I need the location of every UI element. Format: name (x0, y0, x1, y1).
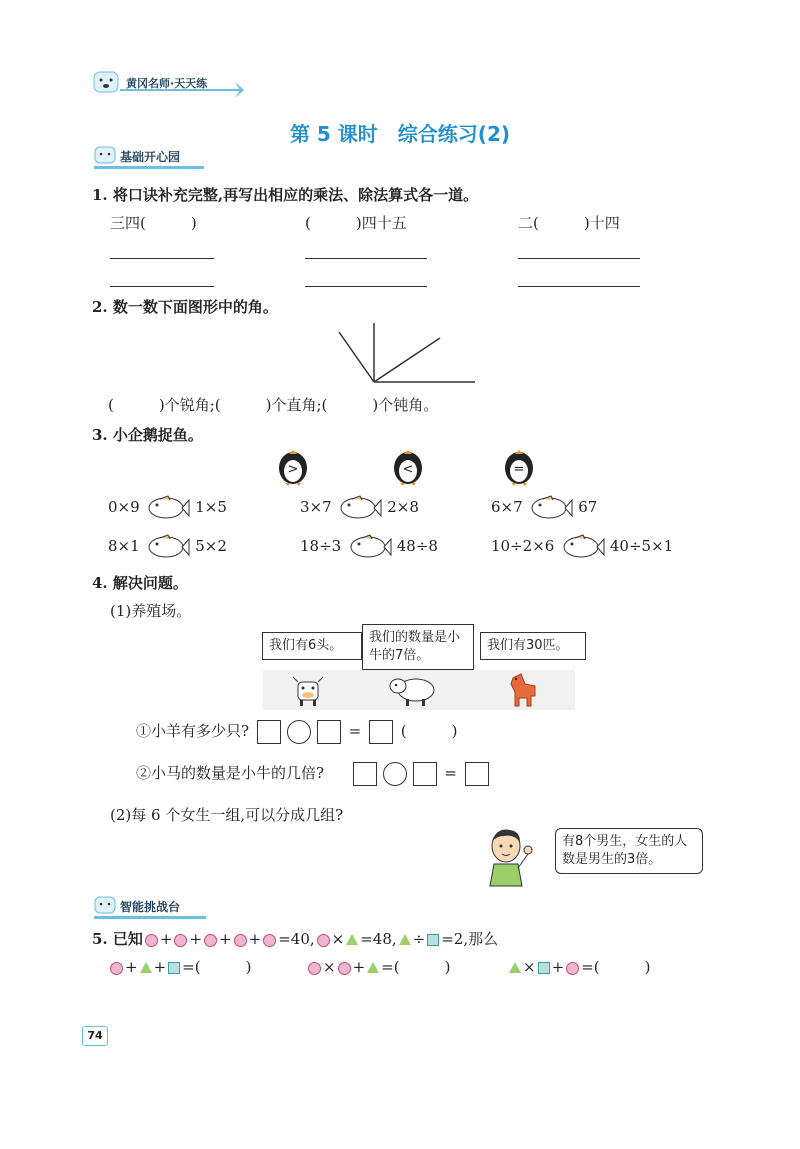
answer-box[interactable] (465, 762, 489, 786)
answer-box[interactable] (317, 720, 341, 744)
compare-right: 5×2 (195, 537, 227, 555)
operator-circle[interactable] (287, 720, 311, 744)
circle-symbol-icon (317, 934, 330, 947)
square-symbol-icon (538, 962, 550, 974)
fish-icon[interactable] (144, 494, 190, 522)
compare-right: 2×8 (387, 498, 419, 516)
section-basic (94, 150, 204, 169)
operator-circle[interactable] (383, 762, 407, 786)
penguin-symbol: > (287, 462, 299, 477)
header-brand: 黄冈名师·天天练 (126, 77, 208, 90)
penguin-lt (391, 448, 425, 490)
q4-part2: (2)每 6 个女生一组,可以分成几组? (110, 806, 344, 824)
boy-icon (484, 826, 540, 888)
sheep-icon (388, 672, 438, 708)
fish-icon[interactable] (144, 533, 190, 561)
compare-right: 1×5 (195, 498, 227, 516)
fish-compare (300, 533, 438, 561)
square-symbol-icon (427, 934, 439, 946)
circle-symbol-icon (145, 934, 158, 947)
compare-right: 40÷5×1 (609, 537, 674, 555)
compare-right: 67 (578, 498, 598, 516)
q4-sub2-text: ②小马的数量是小牛的几倍? (136, 764, 325, 782)
q1-answer-line[interactable] (518, 286, 640, 287)
q1-answer-line[interactable] (305, 258, 427, 259)
cow-icon (290, 672, 326, 708)
bear-icon (94, 146, 116, 164)
q1-answer-line[interactable] (518, 258, 640, 259)
q2-heading: 2. 数一数下面图形中的角。 (92, 298, 278, 316)
circle-symbol-icon (234, 934, 247, 947)
q4-heading: 4. 解决问题。 (92, 574, 188, 592)
q1-item-1: 三四( ) (110, 214, 197, 232)
circle-symbol-icon (204, 934, 217, 947)
q4-sub2 (136, 762, 492, 786)
circle-symbol-icon (110, 962, 123, 975)
answer-box[interactable] (257, 720, 281, 744)
penguin-symbol: = (513, 462, 525, 477)
q1-heading: 1. 将口诀补充完整,再写出相应的乘法、除法算式各一道。 (92, 186, 479, 204)
compare-left: 8×1 (108, 537, 140, 555)
section-challenge (94, 900, 206, 919)
circle-symbol-icon (174, 934, 187, 947)
answer-box[interactable] (413, 762, 437, 786)
q1-answer-line[interactable] (110, 258, 214, 259)
horse-icon (505, 670, 541, 710)
q1-item-2: ( )四十五 (305, 214, 407, 232)
compare-left: 0×9 (108, 498, 140, 516)
compare-left: 6×7 (491, 498, 523, 516)
penguin-gt (276, 448, 310, 490)
q5-answer-blank[interactable]: =( ) (581, 958, 651, 976)
compare-right: 48÷8 (396, 537, 438, 555)
section-basic-label: 基础开心园 (120, 150, 181, 164)
bear-icon (94, 896, 116, 914)
answer-box[interactable] (369, 720, 393, 744)
angle-figure (330, 320, 480, 390)
q5-eq1: =40, (278, 930, 315, 948)
compare-left: 18÷3 (300, 537, 342, 555)
circle-symbol-icon (338, 962, 351, 975)
q5-answer-blank[interactable]: =( ) (182, 958, 252, 976)
circle-symbol-icon (308, 962, 321, 975)
q5-eq3: =2,那么 (441, 930, 499, 948)
triangle-symbol-icon (509, 962, 521, 973)
q2-answer: ( )个锐角;( )个直角;( )个钝角。 (108, 396, 439, 414)
horse-bubble: 我们有30匹。 (480, 632, 586, 660)
compare-left: 3×7 (300, 498, 332, 516)
q5-lead: 5. 已知 (92, 930, 143, 948)
fish-icon[interactable] (559, 533, 605, 561)
equals-sign: = (348, 722, 362, 740)
q4-sub1-text: ①小羊有多少只? (136, 722, 250, 740)
q4-part1: (1)养殖场。 (110, 602, 192, 620)
q5-expr-1: + + =( ) (108, 956, 251, 977)
triangle-symbol-icon (367, 962, 379, 973)
fish-compare (300, 494, 419, 522)
fish-compare (108, 533, 227, 561)
triangle-symbol-icon (399, 934, 411, 945)
q5-expr-2: × + =( ) (306, 956, 450, 977)
circle-symbol-icon (566, 962, 579, 975)
fish-icon[interactable] (336, 494, 382, 522)
q1-answer-line[interactable] (110, 286, 214, 287)
compare-left: 10÷2×6 (491, 537, 555, 555)
fish-compare (491, 533, 673, 561)
fish-compare (491, 494, 597, 522)
q5-given: 5. 已知 + + + + =40, × =48, ÷ =2,那么 (92, 930, 499, 948)
section-challenge-label: 智能挑战台 (120, 900, 181, 914)
cow-bubble: 我们有6头。 (262, 632, 362, 660)
page-title: 第 5 课时 综合练习(2) (289, 122, 511, 146)
square-symbol-icon (168, 962, 180, 974)
equals-sign: = (444, 764, 457, 782)
q1-answer-line[interactable] (305, 286, 427, 287)
q3-heading: 3. 小企鹅捉鱼。 (92, 426, 203, 444)
q1-item-3: 二( )十四 (518, 214, 620, 232)
triangle-symbol-icon (140, 962, 152, 973)
fish-icon[interactable] (527, 494, 573, 522)
fish-icon[interactable] (346, 533, 392, 561)
q4-sub1 (136, 720, 457, 744)
q5-answer-blank[interactable]: =( ) (381, 958, 451, 976)
unit-blank[interactable]: ( ) (400, 722, 458, 740)
sheep-bubble: 我们的数量是小牛的7倍。 (362, 624, 474, 670)
page-number: 74 (82, 1026, 108, 1046)
penguin-symbol: < (402, 462, 414, 477)
q5-eq2: =48, (360, 930, 397, 948)
answer-box[interactable] (353, 762, 377, 786)
penguin-eq (502, 448, 536, 490)
boy-bubble: 有8个男生，女生的人数是男生的3倍。 (555, 828, 703, 874)
q5-expr-3: × + =( ) (507, 956, 650, 977)
header-logo (92, 68, 252, 98)
fish-compare (108, 494, 227, 522)
circle-symbol-icon (263, 934, 276, 947)
triangle-symbol-icon (346, 934, 358, 945)
